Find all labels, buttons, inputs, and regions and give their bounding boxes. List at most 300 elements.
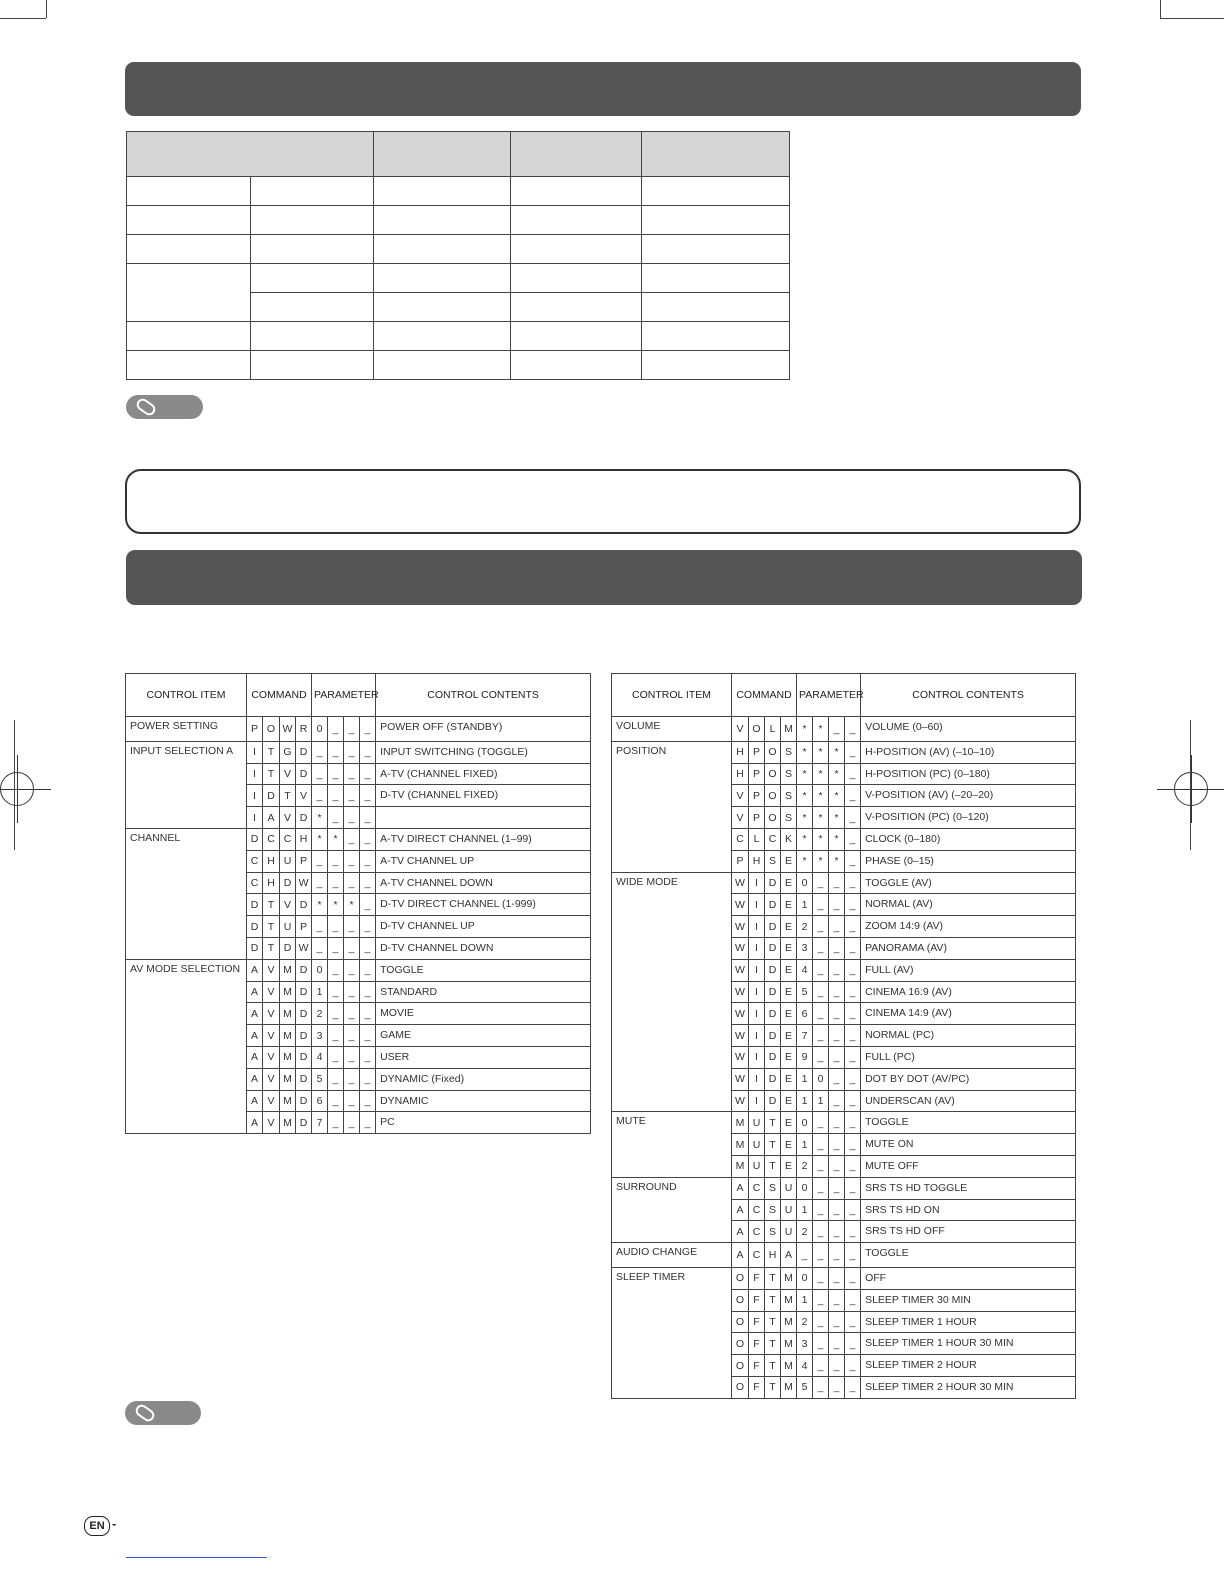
info-box — [125, 469, 1081, 534]
command-char-cell: M — [280, 981, 296, 1003]
command-char-cell: U — [749, 1112, 765, 1134]
command-char-cell: E — [781, 1068, 797, 1090]
control-contents-cell: SRS TS HD ON — [861, 1199, 1076, 1221]
control-contents-cell: SLEEP TIMER 2 HOUR 30 MIN — [861, 1376, 1076, 1398]
parameter-char-cell: * — [328, 828, 344, 850]
parameter-char-cell: * — [344, 894, 360, 916]
parameter-char-cell: _ — [344, 872, 360, 894]
command-char-cell: H — [765, 1243, 781, 1268]
control-contents-cell: MUTE OFF — [861, 1155, 1076, 1177]
parameter-char-cell: 0 — [312, 959, 328, 981]
parameter-char-cell: _ — [360, 959, 376, 981]
parameter-char-cell: * — [829, 850, 845, 872]
parameter-char-cell: _ — [845, 1333, 861, 1355]
command-char-cell: I — [749, 1025, 765, 1047]
control-contents-cell: TOGGLE (AV) — [861, 872, 1076, 894]
parameter-char-cell: _ — [845, 717, 861, 742]
crop-mark — [1160, 18, 1224, 19]
parameter-char-cell: _ — [845, 1311, 861, 1333]
parameter-char-cell: _ — [312, 785, 328, 807]
parameter-char-cell: _ — [813, 872, 829, 894]
command-char-cell: A — [247, 1090, 263, 1112]
spec-header-cell — [642, 132, 790, 177]
command-char-cell: G — [280, 741, 296, 763]
parameter-char-cell: _ — [813, 981, 829, 1003]
parameter-char-cell: _ — [845, 916, 861, 938]
control-contents-cell: PC — [376, 1112, 591, 1134]
control-contents-cell: TOGGLE — [376, 959, 591, 981]
command-char-cell: D — [765, 1068, 781, 1090]
parameter-char-cell: _ — [829, 1003, 845, 1025]
parameter-char-cell: _ — [845, 807, 861, 829]
table-row — [612, 717, 1076, 742]
command-char-cell: C — [749, 1221, 765, 1243]
command-char-cell: D — [247, 828, 263, 850]
parameter-char-cell: _ — [845, 1199, 861, 1221]
parameter-char-cell: _ — [813, 1221, 829, 1243]
paperclip-icon — [134, 396, 157, 417]
control-contents-cell: SRS TS HD TOGGLE — [861, 1177, 1076, 1199]
parameter-char-cell: _ — [845, 741, 861, 763]
parameter-char-cell: _ — [813, 1355, 829, 1377]
command-char-cell: E — [781, 1134, 797, 1156]
command-char-cell: T — [765, 1112, 781, 1134]
command-char-cell: U — [781, 1199, 797, 1221]
control-contents-cell: NORMAL (PC) — [861, 1025, 1076, 1047]
control-contents-cell: CLOCK (0–180) — [861, 828, 1076, 850]
command-char-cell: D — [296, 741, 312, 763]
control-contents-cell: V-POSITION (PC) (0–120) — [861, 807, 1076, 829]
control-contents-cell: PANORAMA (AV) — [861, 937, 1076, 959]
parameter-char-cell: _ — [360, 872, 376, 894]
parameter-char-cell: _ — [328, 1046, 344, 1068]
command-char-cell: I — [749, 1003, 765, 1025]
parameter-char-cell: _ — [845, 1267, 861, 1289]
parameter-char-cell: 3 — [797, 1333, 813, 1355]
command-char-cell: C — [749, 1177, 765, 1199]
parameter-char-cell: _ — [829, 981, 845, 1003]
parameter-char-cell: _ — [845, 785, 861, 807]
parameter-char-cell: _ — [829, 1333, 845, 1355]
parameter-char-cell: _ — [829, 1134, 845, 1156]
command-char-cell: E — [781, 1090, 797, 1112]
header-parameter: PARAMETER — [312, 674, 376, 717]
command-char-cell: W — [732, 1003, 749, 1025]
parameter-char-cell: _ — [328, 1090, 344, 1112]
command-char-cell: D — [296, 1112, 312, 1134]
control-contents-cell: UNDERSCAN (AV) — [861, 1090, 1076, 1112]
parameter-char-cell: 1 — [797, 1068, 813, 1090]
table-row — [612, 1112, 1076, 1134]
command-char-cell: D — [247, 894, 263, 916]
table-row — [612, 741, 1076, 763]
paperclip-icon — [133, 1402, 156, 1423]
command-char-cell: I — [247, 807, 263, 829]
command-char-cell: U — [749, 1134, 765, 1156]
control-contents-cell: STANDARD — [376, 981, 591, 1003]
table-row — [126, 828, 591, 850]
command-char-cell: C — [280, 828, 296, 850]
parameter-char-cell: 0 — [797, 1177, 813, 1199]
command-char-cell: D — [765, 1025, 781, 1047]
control-contents-cell: PHASE (0–15) — [861, 850, 1076, 872]
command-char-cell: C — [749, 1243, 765, 1268]
command-char-cell: E — [781, 850, 797, 872]
command-char-cell: E — [781, 1155, 797, 1177]
parameter-char-cell: * — [797, 828, 813, 850]
parameter-char-cell: 0 — [813, 1068, 829, 1090]
parameter-char-cell: _ — [813, 1289, 829, 1311]
command-char-cell: U — [280, 850, 296, 872]
parameter-char-cell: _ — [813, 1155, 829, 1177]
parameter-char-cell: * — [829, 763, 845, 785]
footer-rule — [126, 1557, 267, 1558]
command-char-cell: W — [732, 959, 749, 981]
command-char-cell: A — [732, 1199, 749, 1221]
command-char-cell: V — [263, 1112, 280, 1134]
parameter-char-cell: 0 — [312, 717, 328, 742]
command-char-cell: V — [263, 1046, 280, 1068]
parameter-char-cell: * — [797, 785, 813, 807]
table-row — [612, 1177, 1076, 1199]
control-item-cell: POWER SETTING — [126, 717, 247, 742]
parameter-char-cell: _ — [845, 1112, 861, 1134]
parameter-char-cell: _ — [360, 937, 376, 959]
control-item-cell: MUTE — [612, 1112, 732, 1177]
parameter-char-cell: _ — [813, 1243, 829, 1268]
parameter-char-cell: _ — [829, 937, 845, 959]
command-char-cell: D — [765, 916, 781, 938]
table-row — [612, 1267, 1076, 1289]
control-contents-cell: H-POSITION (PC) (0–180) — [861, 763, 1076, 785]
parameter-char-cell: 0 — [797, 1267, 813, 1289]
parameter-char-cell: _ — [312, 872, 328, 894]
parameter-char-cell: 6 — [312, 1090, 328, 1112]
parameter-char-cell: _ — [344, 741, 360, 763]
parameter-char-cell: _ — [328, 937, 344, 959]
command-char-cell: U — [781, 1221, 797, 1243]
parameter-char-cell: _ — [845, 1376, 861, 1398]
command-char-cell: V — [263, 981, 280, 1003]
command-char-cell: D — [296, 763, 312, 785]
parameter-char-cell: _ — [344, 850, 360, 872]
command-char-cell: P — [296, 850, 312, 872]
crop-mark — [46, 0, 47, 18]
parameter-char-cell: _ — [829, 959, 845, 981]
command-char-cell: F — [749, 1355, 765, 1377]
parameter-char-cell: _ — [328, 872, 344, 894]
command-char-cell: A — [732, 1221, 749, 1243]
command-char-cell: D — [296, 1090, 312, 1112]
command-char-cell: V — [263, 1068, 280, 1090]
command-char-cell: O — [732, 1289, 749, 1311]
command-char-cell: E — [781, 894, 797, 916]
command-char-cell: M — [280, 1112, 296, 1134]
parameter-char-cell: * — [797, 850, 813, 872]
command-char-cell: I — [749, 981, 765, 1003]
command-char-cell: M — [732, 1112, 749, 1134]
command-char-cell: H — [263, 850, 280, 872]
command-char-cell: M — [781, 1267, 797, 1289]
command-char-cell: U — [781, 1177, 797, 1199]
parameter-char-cell: _ — [845, 1046, 861, 1068]
parameter-char-cell: 3 — [797, 937, 813, 959]
parameter-char-cell: _ — [360, 717, 376, 742]
parameter-char-cell: _ — [312, 937, 328, 959]
command-char-cell: A — [263, 807, 280, 829]
command-char-cell: S — [781, 763, 797, 785]
parameter-char-cell: _ — [845, 872, 861, 894]
table-row — [126, 959, 591, 981]
command-char-cell: T — [263, 763, 280, 785]
command-char-cell: M — [781, 1355, 797, 1377]
command-char-cell: D — [296, 959, 312, 981]
command-char-cell: I — [749, 872, 765, 894]
parameter-char-cell: * — [797, 807, 813, 829]
command-char-cell: D — [296, 1003, 312, 1025]
parameter-char-cell: _ — [829, 1199, 845, 1221]
command-char-cell: P — [732, 850, 749, 872]
parameter-char-cell: 1 — [797, 1289, 813, 1311]
parameter-char-cell: _ — [328, 785, 344, 807]
parameter-char-cell: _ — [813, 1376, 829, 1398]
command-char-cell: S — [781, 741, 797, 763]
parameter-char-cell: _ — [344, 1112, 360, 1134]
parameter-char-cell: _ — [829, 1311, 845, 1333]
command-char-cell: H — [296, 828, 312, 850]
command-char-cell: I — [749, 1090, 765, 1112]
command-char-cell: A — [732, 1243, 749, 1268]
parameter-char-cell: * — [813, 828, 829, 850]
command-char-cell: V — [280, 807, 296, 829]
parameter-char-cell: _ — [845, 959, 861, 981]
parameter-char-cell: _ — [360, 1046, 376, 1068]
command-char-cell: L — [765, 717, 781, 742]
command-char-cell: H — [732, 741, 749, 763]
parameter-char-cell: _ — [360, 828, 376, 850]
command-char-cell: V — [263, 959, 280, 981]
parameter-char-cell: _ — [344, 1025, 360, 1047]
parameter-char-cell: _ — [829, 1267, 845, 1289]
parameter-char-cell: _ — [829, 916, 845, 938]
command-char-cell: O — [732, 1311, 749, 1333]
parameter-char-cell: _ — [360, 1068, 376, 1090]
command-char-cell: A — [781, 1243, 797, 1268]
command-char-cell: W — [732, 916, 749, 938]
parameter-char-cell: 5 — [797, 981, 813, 1003]
control-contents-cell: ZOOM 14:9 (AV) — [861, 916, 1076, 938]
parameter-char-cell: _ — [344, 916, 360, 938]
command-char-cell: M — [280, 1068, 296, 1090]
command-char-cell: A — [247, 1046, 263, 1068]
parameter-char-cell: _ — [813, 916, 829, 938]
parameter-char-cell: _ — [344, 959, 360, 981]
control-contents-cell: D-TV DIRECT CHANNEL (1-999) — [376, 894, 591, 916]
command-char-cell: D — [247, 916, 263, 938]
parameter-char-cell: * — [797, 763, 813, 785]
command-char-cell: M — [280, 1003, 296, 1025]
control-contents-cell: H-POSITION (AV) (–10–10) — [861, 741, 1076, 763]
control-contents-cell: GAME — [376, 1025, 591, 1047]
command-char-cell: H — [749, 850, 765, 872]
parameter-char-cell: _ — [813, 1333, 829, 1355]
parameter-char-cell: _ — [845, 1243, 861, 1268]
control-contents-cell: SLEEP TIMER 30 MIN — [861, 1289, 1076, 1311]
command-char-cell: T — [765, 1155, 781, 1177]
command-char-cell: D — [280, 937, 296, 959]
command-char-cell: F — [749, 1289, 765, 1311]
parameter-char-cell: _ — [813, 1046, 829, 1068]
command-char-cell: W — [280, 717, 296, 742]
control-item-cell: AUDIO CHANGE — [612, 1243, 732, 1268]
command-char-cell: V — [732, 717, 749, 742]
command-char-cell: D — [765, 981, 781, 1003]
parameter-char-cell: 3 — [312, 1025, 328, 1047]
control-contents-cell: DYNAMIC (Fixed) — [376, 1068, 591, 1090]
parameter-char-cell: 7 — [312, 1112, 328, 1134]
parameter-char-cell: _ — [813, 1267, 829, 1289]
parameter-char-cell: * — [312, 894, 328, 916]
table-row — [126, 741, 591, 763]
command-char-cell: M — [280, 1025, 296, 1047]
command-char-cell: T — [263, 937, 280, 959]
control-contents-cell: MOVIE — [376, 1003, 591, 1025]
command-char-cell: L — [749, 828, 765, 850]
command-char-cell: I — [749, 959, 765, 981]
command-char-cell: W — [296, 937, 312, 959]
parameter-char-cell: _ — [360, 1003, 376, 1025]
parameter-char-cell: 2 — [797, 916, 813, 938]
parameter-char-cell: _ — [344, 981, 360, 1003]
parameter-char-cell: _ — [845, 1221, 861, 1243]
section-header-bar — [125, 62, 1081, 116]
parameter-char-cell: _ — [328, 1003, 344, 1025]
crop-mark — [0, 18, 46, 19]
command-char-cell: E — [781, 1046, 797, 1068]
command-char-cell: O — [732, 1267, 749, 1289]
command-char-cell: I — [247, 763, 263, 785]
parameter-char-cell: 2 — [312, 1003, 328, 1025]
parameter-char-cell: _ — [845, 1177, 861, 1199]
command-char-cell: S — [765, 850, 781, 872]
parameter-char-cell: _ — [845, 828, 861, 850]
parameter-char-cell: _ — [845, 1025, 861, 1047]
command-char-cell: S — [765, 1199, 781, 1221]
command-char-cell: O — [765, 807, 781, 829]
parameter-char-cell: _ — [829, 1068, 845, 1090]
control-contents-cell: INPUT SWITCHING (TOGGLE) — [376, 741, 591, 763]
control-item-cell: AV MODE SELECTION — [126, 959, 247, 1133]
parameter-char-cell: * — [829, 785, 845, 807]
command-char-cell: V — [263, 1090, 280, 1112]
parameter-char-cell: _ — [344, 1090, 360, 1112]
header-control-item: CONTROL ITEM — [126, 674, 247, 717]
parameter-char-cell: _ — [360, 1025, 376, 1047]
parameter-char-cell: _ — [328, 981, 344, 1003]
command-char-cell: W — [732, 1090, 749, 1112]
parameter-char-cell: _ — [829, 1355, 845, 1377]
command-char-cell: H — [263, 872, 280, 894]
command-char-cell: T — [765, 1289, 781, 1311]
command-char-cell: V — [280, 763, 296, 785]
command-char-cell: W — [732, 981, 749, 1003]
command-char-cell: T — [280, 785, 296, 807]
command-char-cell: S — [781, 807, 797, 829]
command-char-cell: A — [247, 1112, 263, 1134]
parameter-char-cell: _ — [829, 872, 845, 894]
crop-mark — [1190, 720, 1191, 850]
command-char-cell: W — [732, 894, 749, 916]
command-char-cell: T — [263, 894, 280, 916]
parameter-char-cell: 0 — [797, 872, 813, 894]
command-char-cell: M — [781, 717, 797, 742]
command-char-cell: F — [749, 1376, 765, 1398]
command-char-cell: T — [765, 1311, 781, 1333]
parameter-char-cell: _ — [813, 1177, 829, 1199]
parameter-char-cell: _ — [829, 1025, 845, 1047]
parameter-char-cell: * — [312, 828, 328, 850]
parameter-char-cell: _ — [312, 850, 328, 872]
parameter-char-cell: _ — [360, 763, 376, 785]
parameter-char-cell: _ — [344, 1003, 360, 1025]
command-char-cell: D — [765, 894, 781, 916]
command-char-cell: D — [296, 981, 312, 1003]
parameter-char-cell: 6 — [797, 1003, 813, 1025]
parameter-char-cell: _ — [360, 1112, 376, 1134]
control-item-cell: INPUT SELECTION A — [126, 741, 247, 828]
command-char-cell: T — [765, 1267, 781, 1289]
control-item-cell: POSITION — [612, 741, 732, 872]
command-char-cell: D — [296, 807, 312, 829]
parameter-char-cell: 4 — [312, 1046, 328, 1068]
control-contents-cell: OFF — [861, 1267, 1076, 1289]
control-contents-cell: SLEEP TIMER 2 HOUR — [861, 1355, 1076, 1377]
command-char-cell: R — [296, 717, 312, 742]
control-contents-cell: MUTE ON — [861, 1134, 1076, 1156]
command-char-cell: D — [296, 894, 312, 916]
parameter-char-cell: _ — [845, 1155, 861, 1177]
parameter-char-cell: _ — [845, 981, 861, 1003]
control-item-cell: VOLUME — [612, 717, 732, 742]
parameter-char-cell: * — [813, 785, 829, 807]
spec-header-cell — [511, 132, 642, 177]
command-char-cell: M — [781, 1311, 797, 1333]
parameter-char-cell: 2 — [797, 1155, 813, 1177]
command-char-cell: M — [781, 1376, 797, 1398]
command-char-cell: I — [749, 937, 765, 959]
header-control-contents: CONTROL CONTENTS — [376, 674, 591, 717]
command-char-cell: V — [732, 807, 749, 829]
parameter-char-cell: _ — [845, 1003, 861, 1025]
note-badge — [125, 1401, 201, 1425]
parameter-char-cell: _ — [344, 828, 360, 850]
command-char-cell: F — [749, 1333, 765, 1355]
control-contents-cell: D-TV CHANNEL DOWN — [376, 937, 591, 959]
parameter-char-cell: _ — [328, 741, 344, 763]
parameter-char-cell: _ — [829, 1090, 845, 1112]
parameter-char-cell: _ — [328, 850, 344, 872]
command-char-cell: O — [749, 717, 765, 742]
parameter-char-cell: 1 — [813, 1090, 829, 1112]
command-char-cell: D — [765, 1003, 781, 1025]
command-char-cell: W — [732, 1068, 749, 1090]
command-char-cell: T — [765, 1134, 781, 1156]
parameter-char-cell: 1 — [797, 894, 813, 916]
parameter-char-cell: _ — [845, 763, 861, 785]
control-contents-cell — [376, 807, 591, 829]
command-char-cell: O — [732, 1333, 749, 1355]
crop-mark — [14, 720, 15, 850]
